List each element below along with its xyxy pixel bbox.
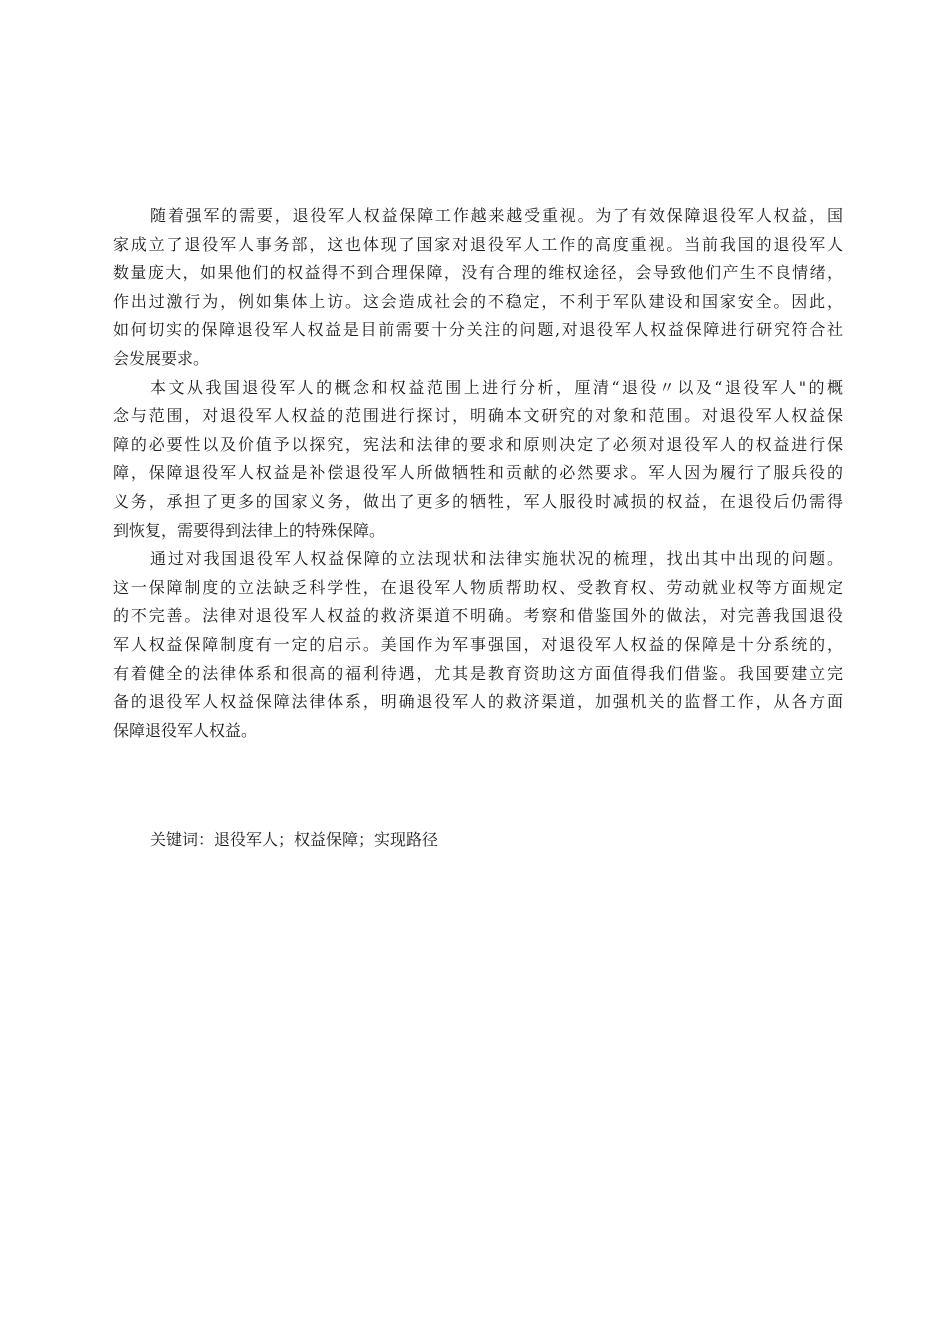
text-line: 这一保障制度的立法缺乏科学性，在退役军人物质帮助权、受教育权、劳动就业权等方面规定 [113,577,843,597]
abstract-paragraph-2 [113,374,843,546]
text-line: 保障退役军人权益。 [113,720,258,740]
abstract-body [113,202,843,745]
text-line: 本文从我国退役军人的概念和权益范围上进行分析，厘清“退役〃以及“退役军人"的概 [150,377,843,397]
text-line: 的不完善。法律对退役军人权益的救济渠道不明确。考察和借鉴国外的做法，对完善我国退役 [113,606,843,626]
abstract-paragraph-1 [113,202,843,374]
text-line: 到恢复，需要得到法律上的特殊保障。 [113,520,386,540]
text-line: 障的必要性以及价值予以探究，宪法和法律的要求和原则决定了必须对退役军人的权益进行保 [113,434,843,454]
text-line: 障，保障退役军人权益是补偿退役军人所做牺牲和贡献的必然要求。军人因为履行了服兵役的 [113,463,843,483]
text-line: 如何切实的保障退役军人权益是目前需要十分关注的问题,对退役军人权益保障进行研究符合社 [113,320,843,340]
text-line: 作出过激行为，例如集体上访。这会造成社会的不稳定，不利于军队建设和国家安全。因此， [113,291,843,311]
text-line: 备的退役军人权益保障法律体系，明确退役军人的救济渠道，加强机关的监督工作，从各方面 [113,692,843,712]
keywords-line: 关键词：退役军人；权益保障；实现路径 [150,830,439,849]
text-line: 通过对我国退役军人权益保障的立法现状和法律实施状况的梳理，找出其中出现的问题。 [150,549,843,569]
text-line: 数量庞大，如果他们的权益得不到合理保障，没有合理的维权途径，会导致他们产生不良情绪， [113,263,843,283]
text-line: 家成立了退役军人事务部，这也体现了国家对退役军人工作的高度重视。当前我国的退役军人 [113,234,843,254]
text-line: 随着强军的需要，退役军人权益保障工作越来越受重视。为了有效保障退役军人权益，国 [150,206,843,225]
abstract-paragraph-3 [113,545,843,745]
text-line: 义务，承担了更多的国家义务，做出了更多的牺牲，军人服役时减损的权益，在退役后仍需得 [113,491,843,511]
text-line: 念与范围，对退役军人权益的范围进行探讨，明确本文研究的对象和范围。对退役军人权益保 [113,406,843,426]
text-line: 有着健全的法律体系和很高的福利待遇，尤其是教育资助这方面值得我们借鉴。我国要建立完 [113,663,843,683]
text-line: 军人权益保障制度有一定的启示。美国作为军事强国，对退役军人权益的保障是十分系统的， [113,634,843,654]
text-line: 会发展要求。 [113,348,210,368]
